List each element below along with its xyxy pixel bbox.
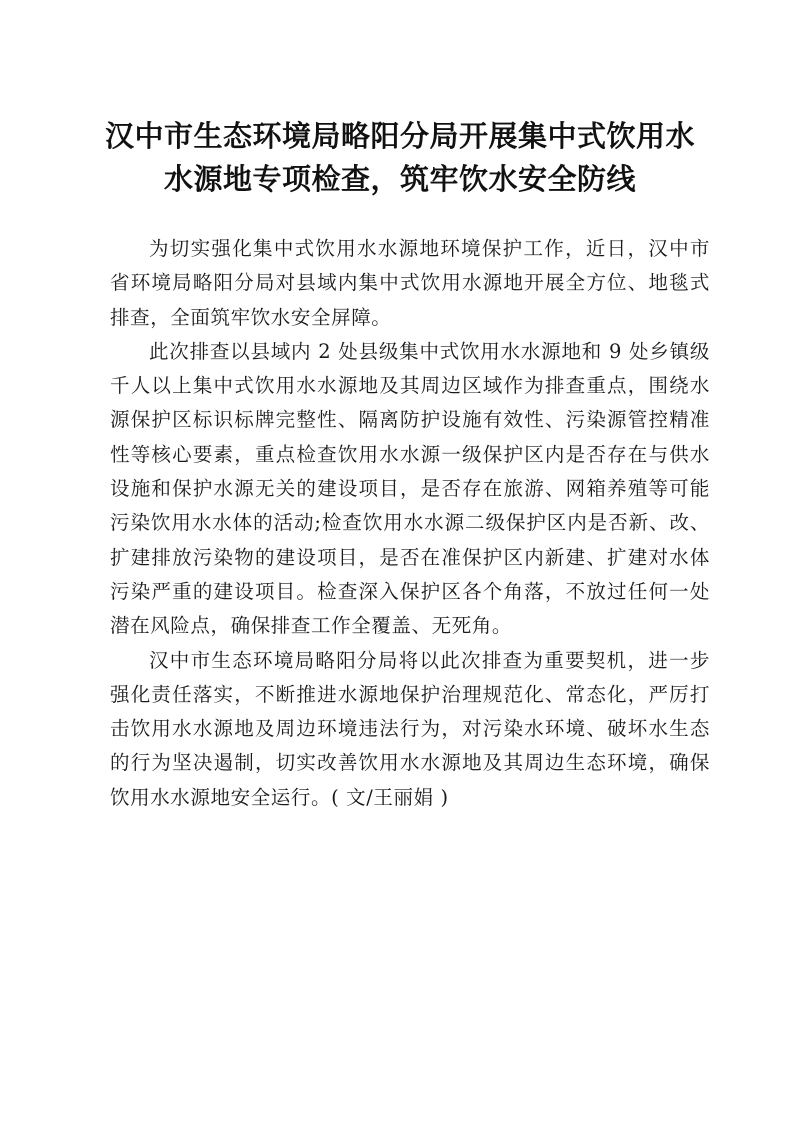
article-paragraph-3: 汉中市生态环境局略阳分局将以此次排查为重要契机，进一步强化责任落实，不断推进水源地保护治理规范化、常态化，严厉打击饮用水水源地及周边环境违法行为，对污染水环境、破坏水生态的行为坚决遏制，切实改善饮用水水源地及其周边生态环境，确保饮用水水源地安全运行。( 文/王丽娟 ) [110, 648, 710, 809]
article-paragraph-2: 此次排查以县域内 2 处县级集中式饮用水水源地和 9 处乡镇级千人以上集中式饮用水水源地及其周边区域作为排查重点，围绕水源保护区标识标牌完整性、隔离防护设施有效性、污染源管控精准性等核心要素，重点检查饮用水水源一级保护区内是否存在与供水设施和保护水源无关的建设项目，是否存在旅游、网箱养殖等可能污染饮用水水体的活动;检查饮用水水源二级保护区内是否新、改、扩建排放污染物的建设项目，是否在准保护区内新建、扩建对水体污染严重的建设项目。检查深入保护区各个角落，不放过任何一处潜在风险点，确保排查工作全覆盖、无死角。 [110, 339, 710, 638]
article-title: 汉中市生态环境局略阳分局开展集中式饮用水水源地专项检查，筑牢饮水安全防线 [104, 119, 695, 196]
article-body [110, 232, 710, 815]
article-paragraph-1: 为切实强化集中式饮用水水源地环境保护工作，近日，汉中市省环境局略阳分局对县域内集中式饮用水源地开展全方位、地毯式排查，全面筑牢饮水安全屏障。 [110, 237, 710, 329]
